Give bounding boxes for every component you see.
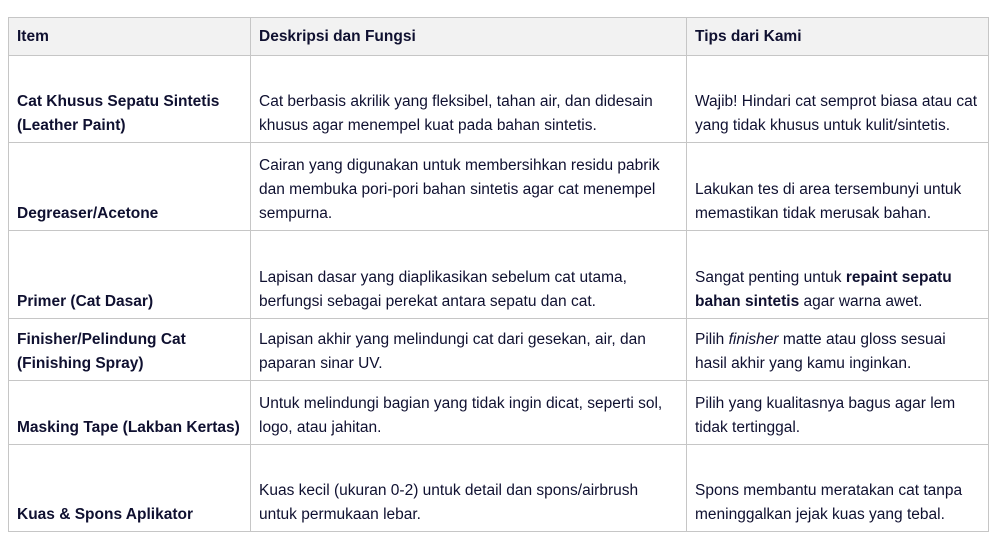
description-cell: Lapisan akhir yang melindungi cat dari gesekan, air, dan paparan sinar UV.	[251, 319, 687, 381]
table-row	[9, 381, 989, 445]
item-cell: Kuas & Spons Aplikator	[9, 445, 251, 532]
tips-cell: Pilih yang kualitasnya bagus agar lem tidak tertinggal.	[687, 381, 989, 445]
tips-cell	[687, 319, 989, 381]
header-description: Deskripsi dan Fungsi	[251, 18, 687, 56]
description-cell: Untuk melindungi bagian yang tidak ingin dicat, seperti sol, logo, atau jahitan.	[251, 381, 687, 445]
tips-text: Sangat penting untuk	[695, 269, 846, 286]
item-cell: Cat Khusus Sepatu Sintetis (Leather Paint)	[9, 56, 251, 143]
table-row	[9, 56, 989, 143]
item-cell: Primer (Cat Dasar)	[9, 231, 251, 319]
item-cell: Finisher/Pelindung Cat (Finishing Spray)	[9, 319, 251, 381]
item-cell: Degreaser/Acetone	[9, 143, 251, 231]
tips-cell: Lakukan tes di area tersembunyi untuk memastikan tidak merusak bahan.	[687, 143, 989, 231]
tips-text: matte atau gloss sesuai hasil akhir yang kamu inginkan.	[695, 331, 946, 372]
item-cell: Masking Tape (Lakban Kertas)	[9, 381, 251, 445]
table-row	[9, 319, 989, 381]
tips-cell: Wajib! Hindari cat semprot biasa atau cat yang tidak khusus untuk kulit/sintetis.	[687, 56, 989, 143]
tips-italic-text: finisher	[728, 331, 779, 348]
tips-text: agar warna awet.	[799, 293, 923, 310]
table-row	[9, 231, 989, 319]
description-cell: Kuas kecil (ukuran 0-2) untuk detail dan spons/airbrush untuk permukaan lebar.	[251, 445, 687, 532]
tips-cell: Spons membantu meratakan cat tanpa meninggalkan jejak kuas yang tebal.	[687, 445, 989, 532]
description-cell: Lapisan dasar yang diaplikasikan sebelum cat utama, berfungsi sebagai perekat antara sepatu dan cat.	[251, 231, 687, 319]
table-row	[9, 445, 989, 532]
tips-cell	[687, 231, 989, 319]
description-cell: Cairan yang digunakan untuk membersihkan residu pabrik dan membuka pori-pori bahan sintetis agar cat menempel sempurna.	[251, 143, 687, 231]
header-item: Item	[9, 18, 251, 56]
tips-bold-text: repaint sepatu bahan sintetis	[695, 269, 952, 310]
header-tips: Tips dari Kami	[687, 18, 989, 56]
tips-text: Pilih	[695, 331, 729, 348]
table-row	[9, 143, 989, 231]
header-row	[9, 18, 989, 56]
description-cell: Cat berbasis akrilik yang fleksibel, tahan air, dan didesain khusus agar menempel kuat pada bahan sintetis.	[251, 56, 687, 143]
materials-table	[8, 17, 989, 532]
